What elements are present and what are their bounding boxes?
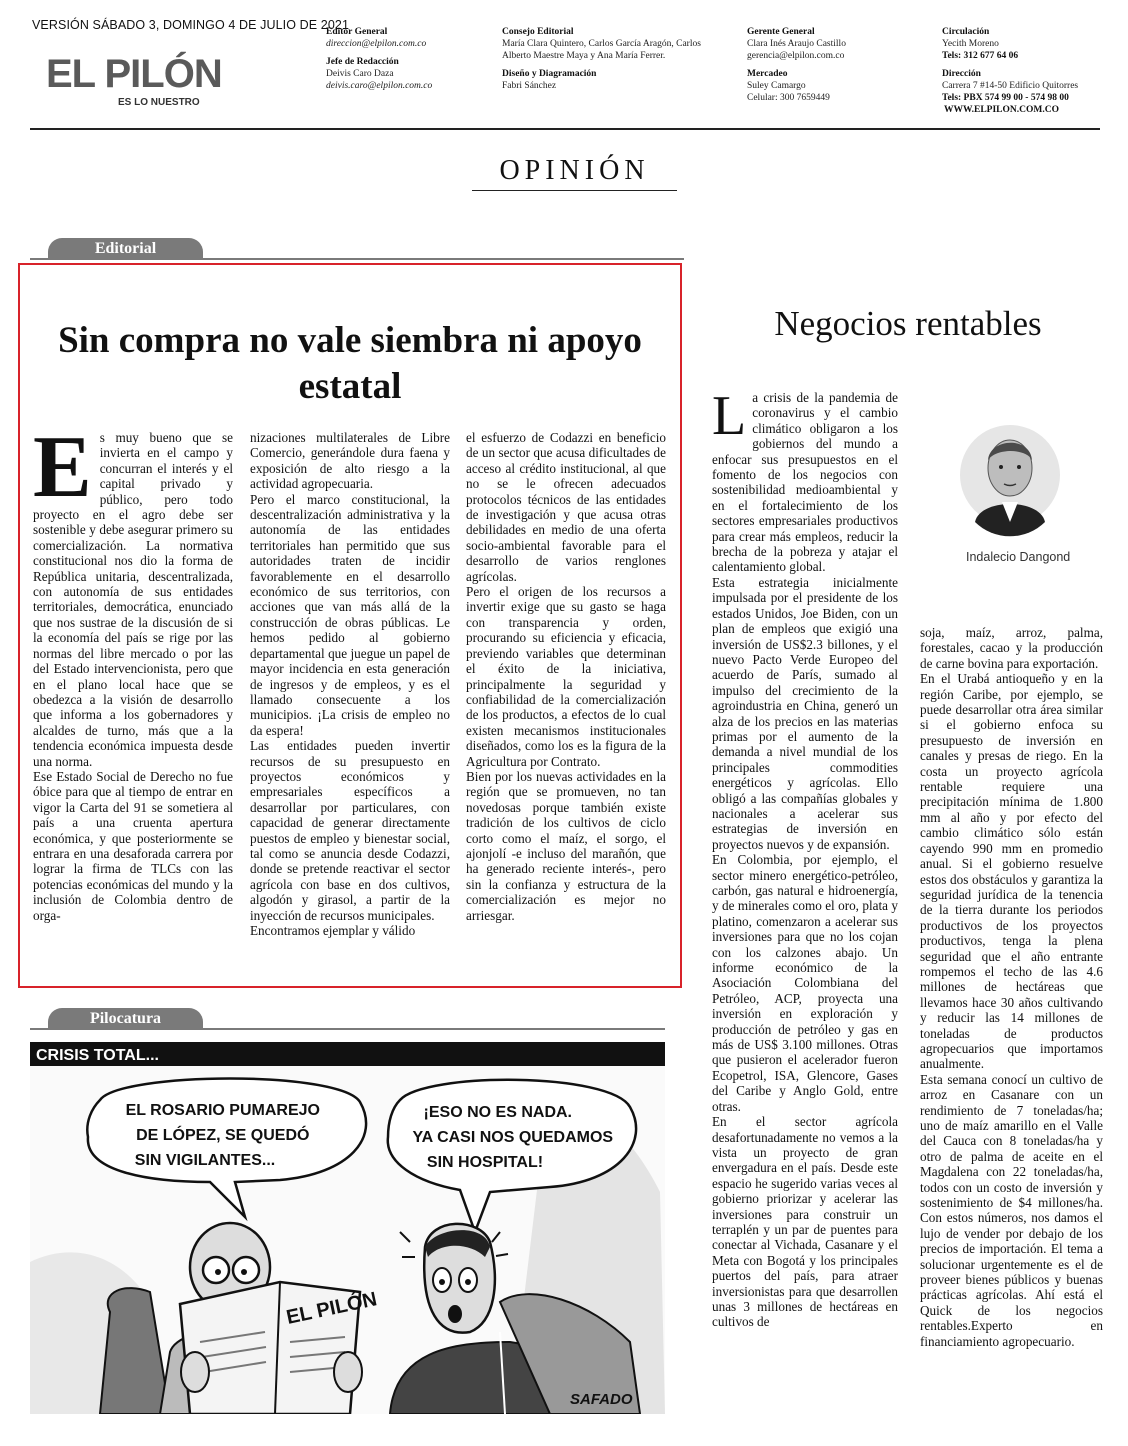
bubble-right-line: SIN HOSPITAL! (426, 1154, 544, 1171)
editorial-column-3 (466, 430, 666, 923)
paragraph: soja, maíz, arroz, palma, forestales, cacao y la producción de carne bovina para exportación. (920, 625, 1103, 671)
credit-name: Deivis Caro Daza (326, 69, 394, 79)
author-photo (960, 410, 1060, 540)
credit-label: Mercadeo (747, 69, 788, 79)
newspaper-slogan: ES LO NUESTRO (118, 97, 200, 108)
paragraph: Ese Estado Social de Derecho no fue óbice para que al tiempo de entrar en vigor la Carta del 91 se sometiera al país a una cruenta apertura económica, y que posteriormente se entrara en una desaforada carrera por lograr la firma de TLCs con las potencias económicas del mundo y la inclusión de Colombia dentro de orga- (33, 768, 233, 923)
credit-name: Suley Camargo (747, 81, 806, 91)
credit-name: Yecith Moreno (942, 39, 999, 49)
paragraph: En el sector agrícola desafortunadamente no vemos a la vista un proyecto de gran envergadura en el país. Desde este espacio he sugerido varias veces al gobierno priorizar y acelerar las inversiones para construir un terraplén y un par de puentes para conectar al Vichada, Casanare y el Meta con Bogotá y los principales puertos del país, para atraer inversionistas para que desarrollen unas 3 millones de hectáreas en cultivos de (712, 1114, 898, 1330)
newspaper-prop-title: EL PILÓN (284, 1288, 379, 1329)
credit-label: Dirección (942, 69, 981, 79)
credits-editor (326, 26, 486, 92)
credit-email[interactable]: direccion@elpilon.com.co (326, 39, 427, 49)
cartoonist-signature: SAFADO (570, 1391, 633, 1408)
bubble-left-line: DE LÓPEZ, SE QUEDÓ (136, 1127, 310, 1144)
paragraph: En Colombia, por ejemplo, el sector minero energético-petróleo, carbón, gas natural e hidroenergía, y de minerales como el oro, plata y platino, comenzaron a acelerar sus inversiones para que no los cojan con los calzones abajo. Un informe económico de la Asociación Colombiana del Petróleo, ACP, proyecta una inversión en exploración y producción de petróleo y gas en más de US$ 3.100 millones. Otras que pusieron el acelerador fueron Ecopetrol, ISA, Glencore, Gases del Caribe y Anglo Gold, entre otras. (712, 852, 898, 1114)
paragraph: Pero el origen de los recursos a invertir exige que su gasto se haga con transparencia y orden, procurando su eficiencia y eficacia, previendo variables que determinan el éxito de la iniciativa, principalmente la seguridad y confiabilidad de la comercialización de los productos, a efectos de lo cual existen mecanismos institucionales diseñados, como los es la figura de la Agricultura por Contrato. (466, 584, 666, 769)
credits-circulacion (942, 26, 1112, 116)
author-name: Indalecio Dangond (966, 550, 1071, 564)
credit-label: Consejo Editorial (502, 27, 574, 37)
paragraph: En el Urabá antioqueño y en la región Caribe, por ejemplo, se puede desarrollar otra área similar si el gobierno enfoca su presupuesto de inversión en canales y presas de riego. En la costa un proyecto agrícola rentable requiere una precipitación mínima de 1.800 mm al año y por efecto del cambio climático sólo están cayendo 990 mm en promedio anual. Si el gobierno resuelve estos dos obstáculos y garantiza la seguridad jurídica de la tenencia de la tierra durante los periodos productivos de los proyectos productivos, tenga la plena seguridad que el año entrante rompemos el techo de las 4.6 millones de hectáreas que llevamos hace 30 años cultivando y reducir las 14 millones de toneladas de productos agropecuarios que importamos anualmente. (920, 671, 1103, 1072)
opinion-title: Negocios rentables (774, 304, 1042, 343)
credit-email[interactable]: deivis.caro@elpilon.com.co (326, 81, 433, 91)
credit-name: María Clara Quintero, Carlos García Aragón, Carlos Alberto Maestre Maya y Ana María Ferrer. (502, 39, 701, 61)
paragraph: el esfuerzo de Codazzi en beneficio de un sector que acusa dificultades de acceso al crédito institucional, al que no se le ofrecen adecuados protocolos técnicos de las entidades de investigación y que acusa otras debilidades en medio de una oferta socio-ambiental favorable para el desarrollo de varios renglones agrícolas. (466, 430, 666, 584)
credit-label: Gerente General (747, 27, 815, 37)
credit-name: Fabri Sánchez (502, 81, 557, 91)
opinion-column-2 (920, 625, 1103, 1349)
pilocatura-tab[interactable]: Pilocatura (48, 1008, 203, 1030)
opinion-dropcap: L (712, 385, 747, 447)
paragraph: Esta semana conocí un cultivo de arroz en Casanare con un rendimiento de 7 toneladas/ha; uno de maíz amarillo en el Valle del Cauca con 8 toneladas/ha y otro de palma de aceite en el Magdalena con 22 toneladas/ha, todos con un costo de inversión y sostenimiento de $4 millones/ha. Con estos números, nos damos el lujo de vender por debajo de los precios de importación. El tema a solucionar urgentemente es el de proveer bienes públicos y buenas prácticas agrícolas. Ahí está el Quick de los negocios rentables.Experto en financiamiento agropecuario. (920, 1071, 1103, 1349)
credit-label: Editor General (326, 27, 388, 37)
credit-address: Carrera 7 #14-50 Edificio Quitorres (942, 81, 1079, 91)
website-link[interactable]: WWW.ELPILON.COM.CO (944, 105, 1059, 115)
paragraph: Encontramos ejemplar y válido (250, 923, 416, 938)
editorial-tab[interactable]: Editorial (48, 238, 203, 260)
credits-consejo (502, 26, 710, 92)
section-title: OPINIÓN (499, 155, 650, 186)
bubble-right-line: YA CASI NOS QUEDAMOS (412, 1129, 614, 1146)
bubble-right-line: ¡ESO NO ES NADA. (423, 1104, 573, 1121)
section-title-underline (472, 190, 677, 191)
edition-date: VERSIÓN SÁBADO 3, DOMINGO 4 DE JULIO DE 2021 (32, 18, 349, 32)
paragraph: a crisis de la pandemia de coronavirus y el cambio climático obligaron a los gobiernos del mundo a enfocar sus presupuestos en el fomento de los negocios con sostenibilidad medioambiental y en el fortalecimiento de los sectores empresariales productivos para crear más empleos, reducir la brecha de la pobreza y atajar el calentamiento global. (712, 390, 898, 575)
paragraph: Bien por los nuevas actividades en la región que se promueven, no tan novedosas porque también existe tradición de los cultivos de ciclo corto como el maíz, el sorgo, el ajonjolí -e incluso del marañón, que ha generado reciente interés-, pero sin la confianza y estructura de la comercialización es mejor no arriesgar. (466, 768, 666, 923)
paragraph: s muy bueno que se invierta en el campo y concurran el interés y el capital privado y público, pero todo proyecto en el agro debe ser sostenible y debe asegurar primero su comercialización. La normativa constitucional nos dio la forma de República unitaria, descentralizada, con autonomía de sus entidades territoriales, democrática, enunciado que nos sustrae de la discusión de si la economía del país se rige por las normas del libre mercado o por las del Estado intervencionista, pero que en el plano local hace que se obedezca a la visión de desarrollo que informa a los gobernadores y alcaldes de turno, más que a la tendencia económica impuesta desde una norma. (33, 430, 233, 769)
credit-phone: Tels: 312 677 64 06 (942, 51, 1019, 61)
credit-phone: Tels: PBX 574 99 00 - 574 98 00 (942, 93, 1069, 103)
opinion-column-1 (712, 385, 898, 1330)
bubble-left-line: SIN VIGILANTES... (134, 1152, 276, 1169)
masthead-divider (30, 128, 1100, 130)
credit-label: Jefe de Redacción (326, 57, 399, 67)
credits-gerencia (747, 26, 917, 104)
bubble-left-line: EL ROSARIO PUMAREJO (125, 1102, 320, 1119)
paragraph: Las entidades pueden invertir recursos de su presupuesto en proyectos económicos y empresariales específicos a desarrollar por particulares, con capacidad de generar directamente puestos de empleo y bienestar social, tal como se anuncia desde Codazzi, donde se pretende reactivar el sector agrícola con base en dos cultivos, algodón y girasol, a partir de la inyección de recursos municipales. (250, 738, 450, 923)
editorial-column-2 (250, 430, 450, 938)
credit-email[interactable]: gerencia@elpilon.com.co (747, 51, 845, 61)
editorial-dropcap: E (33, 419, 92, 516)
credit-name: Clara Inés Araujo Castillo (747, 39, 846, 49)
paragraph: nizaciones multilaterales de Libre Comercio, generándole dura faena y exposición de alto riesgo a la actividad agropecuaria. (250, 430, 450, 492)
paragraph: Esta estrategia inicialmente impulsada por el presidente de los estados Unidos, Joe Biden, con un plan de empleos que exigió una inversión de US$2.3 billones, y el nuevo Pacto Verde Europeo del acuerdo de París, sumado al impulso del crecimiento de la agroindustria en China, generó un alza de los precios en las materias primas por el aumento de la demanda a nivel mundial de los principales commodities energéticos y agrícolas. Ello obligó a las compañías globales y nacionales a acelerar sus estrategias de inversión en proyectos nuevos y de expansión. (712, 574, 898, 852)
credit-label: Circulación (942, 27, 990, 37)
paragraph: Pero el marco constitucional, la descentralización administrativa y la autonomía de las entidades territoriales han permitido que sus autoridades traten de incidir favorablemente en el desarrollo económico de sus territorios, con acciones que van más allá de la construcción de obras públicas. Le hemos pedido al gobierno departamental que juegue un papel de mayor incidencia en esta generación de ingresos y de empleos, y es el llamado consecuente a los municipios. ¡La crisis de empleo no da espera! (250, 491, 450, 738)
credit-label: Diseño y Diagramación (502, 69, 597, 79)
editorial-title: Sin compra no vale siembra ni apoyo estatal (58, 320, 642, 407)
editorial-column-1 (33, 419, 233, 923)
cartoon (30, 1042, 665, 1414)
newspaper-prop (180, 1282, 379, 1414)
newspaper-logo[interactable]: EL PILÓN (46, 52, 222, 96)
credit-phone: Celular: 300 7659449 (747, 93, 830, 103)
cartoon-strip-title: CRISIS TOTAL... (36, 1047, 159, 1064)
